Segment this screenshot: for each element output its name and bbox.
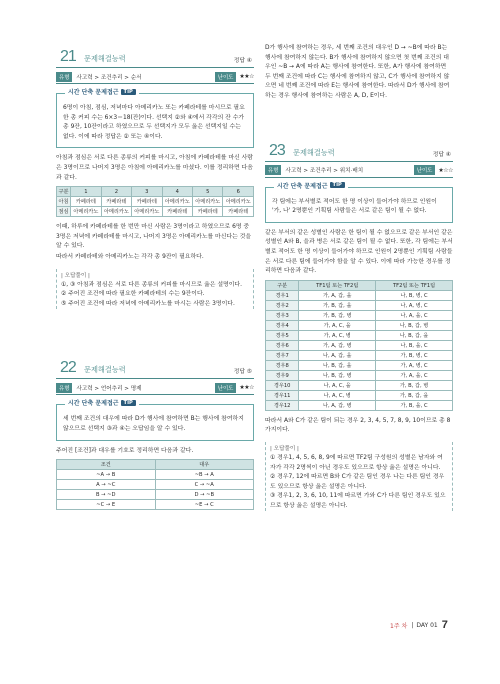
table-cell: 경우3 — [266, 310, 299, 320]
type-category: 사고력 > 조건추리 > 순서 — [76, 74, 142, 81]
table-header: 대우 — [155, 460, 254, 470]
table-row — [57, 470, 254, 480]
tip-text: 각 팀에는 부서별로 적어도 한 명 이상이 들어가야 하므로 인원이 '가, 나' 2명뿐인 기획팀 사람들은 서로 같은 팀이 될 수 없다. — [272, 198, 437, 215]
table-header: 1 — [71, 187, 101, 197]
question-title: 문제해결능력 — [84, 54, 126, 63]
table-cell: 나, A, C, 을 — [299, 380, 376, 390]
table-row — [266, 300, 453, 310]
question-title: 문제해결능력 — [293, 147, 335, 157]
table-cell: C → ~A — [155, 480, 254, 490]
table-cell: 카페라테 — [132, 197, 162, 207]
tip-badge: TIP — [330, 182, 345, 188]
coffee-table — [56, 186, 254, 217]
table-cell: 카페라테 — [193, 207, 223, 217]
table-cell: A → ~C — [57, 480, 156, 490]
table-cell: 나, B, 갑, 을 — [376, 330, 453, 340]
table-row — [266, 400, 453, 410]
table-cell: 나, B, 을, C — [376, 340, 453, 350]
type-badge: 유형 — [56, 383, 72, 393]
explanation-heading: | 오답풀이 | — [270, 445, 299, 452]
table-cell: 경우2 — [266, 300, 299, 310]
tip-box — [56, 88, 254, 148]
tip-label — [65, 87, 139, 96]
explanation-item: ③ 경우1, 2, 3, 6, 10, 11에 따르면 가와 C가 다른 팀인 경우도 있으므로 항상 옳은 설명은 아니다. — [270, 493, 446, 509]
table-row — [266, 310, 453, 320]
difficulty-stars: ★★☆ — [239, 73, 254, 80]
answer-label: 정답 ④ — [432, 151, 451, 158]
explanation-item: ② 주어진 조건에 따라 필요한 카페라테의 수는 9잔이다. — [61, 291, 205, 298]
table-row — [266, 380, 453, 390]
table-cell: 가, A, C, 병 — [299, 330, 376, 340]
solution-paragraph: D가 행사에 참여하는 경우, 세 번째 조건의 대우인 D → ~B에 따라 B는 행사에 참여하지 않는다. B가 행사에 참여하지 않으면 첫 번째 조건의 대우인 ~B → A에 따라 A는 행사에 참여한다. 또한, A가 행사에 참여하면 두 번째 조건에 따라 C는 행사에 참여하지 않고, C가 행사에 참여하지 않으면 네 번째 조건에 따라 E는 행사에 참여한다. 따라서 D가 행사에 참여하는 경우 행사에 참여하는 사람은 A, D, E이다. — [265, 45, 450, 99]
table-row — [266, 290, 453, 300]
table-row — [57, 207, 254, 217]
solution-paragraph: 같은 부서의 같은 성별인 사람은 한 팀이 될 수 없으므로 같은 부서인 같은 성별인 A와 B, 을과 병은 서로 같은 팀이 될 수 없다. 또한, 각 팀에는 부서별로 적어도 한 명 이상이 들어가야 하므로 인원이 2명뿐인 기획팀 사람들은 서로 다른 팀에 들어가야 함을 알 수 있다. 이에 따라 가능한 경우를 정리하면 다음과 같다. — [265, 229, 453, 275]
tip-box — [265, 182, 453, 223]
table-cell: 아메리카노 — [101, 207, 131, 217]
explanation-item: ② 경우7, 12에 따르면 B와 C가 같은 팀인 경우 나는 다른 팀인 경우도 있으므로 항상 옳은 설명은 아니다. — [270, 474, 445, 490]
logic-table — [56, 459, 254, 510]
table-cell: 나, B, 병, C — [376, 290, 453, 300]
type-row — [56, 381, 254, 395]
question-header — [56, 42, 254, 68]
table-cell: 가, A, 갑, 을 — [299, 290, 376, 300]
table-row — [57, 197, 254, 207]
table-cell: 가, B, 갑, 병 — [376, 380, 453, 390]
table-cell: ~B → A — [155, 470, 254, 480]
table-cell: 경우7 — [266, 350, 299, 360]
table-cell: 경우11 — [266, 390, 299, 400]
table-cell: 경우5 — [266, 330, 299, 340]
page-footer — [390, 619, 448, 631]
table-row — [57, 500, 254, 510]
type-badge: 유형 — [265, 165, 281, 175]
table-cell: 가, B, 갑, 병 — [299, 310, 376, 320]
table-cell: 아메리카노 — [223, 197, 254, 207]
question-number: 22 — [60, 359, 76, 377]
table-cell: 점심 — [57, 207, 71, 217]
day-label: DAY 01 — [416, 621, 438, 629]
difficulty-badge: 난이도 — [414, 165, 436, 175]
table-cell: 카페라테 — [162, 207, 192, 217]
table-cell: 카페라테 — [101, 197, 131, 207]
table-cell: 경우9 — [266, 370, 299, 380]
question-23 — [265, 136, 453, 512]
question-number: 21 — [60, 48, 76, 65]
table-header: 구분 — [57, 187, 71, 197]
table-row — [57, 480, 254, 490]
difficulty-badge: 난이도 — [215, 383, 237, 393]
tip-badge: TIP — [121, 89, 136, 95]
table-cell: 경우12 — [266, 400, 299, 410]
table-row — [266, 370, 453, 380]
table-header: 구분 — [266, 280, 299, 290]
explanation-heading: | 오답풀이 | — [61, 272, 90, 279]
table-cell: 아메리카노 — [193, 197, 223, 207]
week-label: 1주 차 — [390, 622, 408, 630]
question-21 — [56, 42, 254, 309]
table-cell: 카페라테 — [223, 207, 254, 217]
right-column — [265, 0, 453, 511]
table-row — [266, 350, 453, 360]
table-cell: 가, B, 갑, 을 — [376, 390, 453, 400]
footer-separator: | — [411, 621, 414, 629]
table-cell: 경우10 — [266, 380, 299, 390]
table-row — [57, 490, 254, 500]
type-category: 사고력 > 언어추리 > 명제 — [76, 385, 142, 392]
tip-label — [65, 398, 139, 407]
question-title: 문제해결능력 — [84, 365, 126, 375]
difficulty-badge: 난이도 — [215, 72, 237, 82]
tip-box — [56, 399, 254, 440]
table-cell: 경우6 — [266, 340, 299, 350]
table-cell: 나, B, 갑, 을 — [299, 360, 376, 370]
wrong-answer-explanation — [265, 442, 453, 512]
table-cell: B → ~D — [57, 490, 156, 500]
table-cell: 아메리카노 — [162, 197, 192, 207]
difficulty-stars: ★☆☆ — [438, 166, 453, 174]
table-cell: 카페라테 — [71, 197, 101, 207]
table-cell: 나, A, 갑, 을 — [299, 350, 376, 360]
question-header — [56, 353, 254, 379]
tip-badge: TIP — [121, 400, 136, 406]
tip-text: 6명이 아침, 점심, 저녁마다 아메리카노 또는 카페라테를 마시므로 필요한 총 커피 수는 6×3＝18(잔)이다. 선택지 ②와 ④에서 각각의 잔 수가 총 9잔, 10잔이라고 하였으므로 두 선택지가 모두 옳은 선택지일 수는 없다. 이에 따라 정답은 ② 또는 ④이다. — [63, 105, 245, 140]
question-22 — [56, 353, 254, 510]
table-cell: 나, B, 갑, 병 — [376, 320, 453, 330]
table-row — [266, 360, 453, 370]
explanation-item: ① 경우1, 4, 5, 6, 8, 9에 따르면 TF2팀 구성원의 성별은 남자와 여자가 각각 2명씩이 아닌 경우도 있으므로 항상 옳은 설명은 아니다. — [270, 454, 443, 471]
table-cell: 가, A, 병, C — [376, 360, 453, 370]
table-header: 2 — [101, 187, 131, 197]
divider — [56, 67, 254, 68]
type-badge: 유형 — [56, 72, 72, 82]
table-cell: D → ~B — [155, 490, 254, 500]
table-cell: 아메리카노 — [71, 207, 101, 217]
table-cell: 경우4 — [266, 320, 299, 330]
table-cell: 나, A, 갑, 병 — [299, 400, 376, 410]
wrong-answer-explanation — [56, 269, 254, 310]
question-header — [265, 136, 453, 162]
solution-paragraph: 이때, 하루에 카페라테를 한 번만 마신 사람은 3명이라고 하였으므로 6명 중 3명은 저녁에 카페라테를 마시고, 나머지 3명은 아메리카노를 마신다는 것을 알 수 있다. — [56, 224, 252, 250]
table-cell: ~C → E — [57, 500, 156, 510]
page-number: 7 — [441, 619, 448, 631]
table-row — [266, 340, 453, 350]
table-cell: 가, A, C, 을 — [299, 320, 376, 330]
table-header: 조건 — [57, 460, 156, 470]
table-cell: 아침 — [57, 197, 71, 207]
table-cell: ~E → C — [155, 500, 254, 510]
answer-label: 정답 ④ — [233, 58, 252, 64]
table-cell: 나, A, 을, C — [376, 310, 453, 320]
solution-paragraph: 따라서 카페라테와 아메리카노는 각각 총 9잔이 필요하다. — [56, 253, 204, 260]
tip-label-text: 시간 단축 문제접근 — [68, 89, 119, 96]
explanation-item: ⑤ 주어진 조건에 따라 저녁에 아메리카노를 마시는 사람은 3명이다. — [61, 300, 235, 307]
table-cell: 가, A, 갑, 병 — [299, 340, 376, 350]
table-cell: 가, B, 을, C — [376, 400, 453, 410]
table-header-row — [57, 187, 254, 197]
table-cell: 가, B, 병, C — [376, 350, 453, 360]
team-table — [265, 280, 453, 411]
table-cell: 경우1 — [266, 290, 299, 300]
solution-paragraph: 따라서 A와 C가 같은 팀이 되는 경우 2, 3, 4, 5, 7, 8, 9, 10이므로 총 8가지이다. — [265, 417, 451, 434]
table-cell: 아메리카노 — [132, 207, 162, 217]
table-row — [266, 390, 453, 400]
table-cell: ~A → B — [57, 470, 156, 480]
divider — [56, 378, 254, 379]
table-cell: 가, A, 을, C — [376, 370, 453, 380]
table-header: 6 — [223, 187, 254, 197]
table-header: 4 — [162, 187, 192, 197]
table-cell: 나, A, 병, C — [376, 300, 453, 310]
divider — [265, 161, 453, 162]
question-number: 23 — [269, 141, 285, 159]
difficulty-stars: ★★☆ — [239, 384, 254, 392]
type-row — [265, 164, 453, 178]
table-row — [266, 330, 453, 340]
table-cell: 가, B, 갑, 을 — [299, 300, 376, 310]
table-cell: 나, B, 갑, 병 — [299, 370, 376, 380]
tip-label-text: 시간 단축 문제접근 — [277, 182, 328, 190]
answer-label: 정답 ⑤ — [233, 369, 252, 376]
table-header: 5 — [193, 187, 223, 197]
tip-text: 세 번째 조건의 대우에 따라 D가 행사에 참여하면 B는 행사에 참여하지 않으므로 선택지 ③과 ④는 오답임을 알 수 있다. — [63, 416, 244, 432]
solution-paragraph: 주어진 [조건]과 대우를 기호로 정리하면 다음과 같다. — [56, 447, 194, 454]
type-category: 사고력 > 조건추리 > 위치·배치 — [285, 168, 364, 175]
explanation-item: ①, ③ 아침과 점심은 서로 다른 종류의 커피를 마시므로 옳은 설명이다. — [61, 281, 242, 288]
table-row — [266, 320, 453, 330]
table-header: TF2팀 또는 TF1팀 — [376, 280, 453, 290]
table-header: 3 — [132, 187, 162, 197]
table-header-row — [266, 280, 453, 290]
tip-label-text: 시간 단축 문제접근 — [68, 400, 119, 408]
table-header-row — [57, 460, 254, 470]
left-column — [56, 0, 254, 510]
tip-label — [274, 181, 348, 190]
table-header: TF1팀 또는 TF2팀 — [299, 280, 376, 290]
type-row — [56, 70, 254, 84]
table-cell: 나, A, C, 병 — [299, 390, 376, 400]
solution-paragraph: 아침과 점심은 서로 다른 종류의 커피를 마시고, 아침에 카페라테를 마신 사람은 3명이므로 나머지 3명은 아침에 아메리카노를 마셨다. 이를 정리하면 다음과 같다. — [56, 155, 253, 181]
table-cell: 경우8 — [266, 360, 299, 370]
